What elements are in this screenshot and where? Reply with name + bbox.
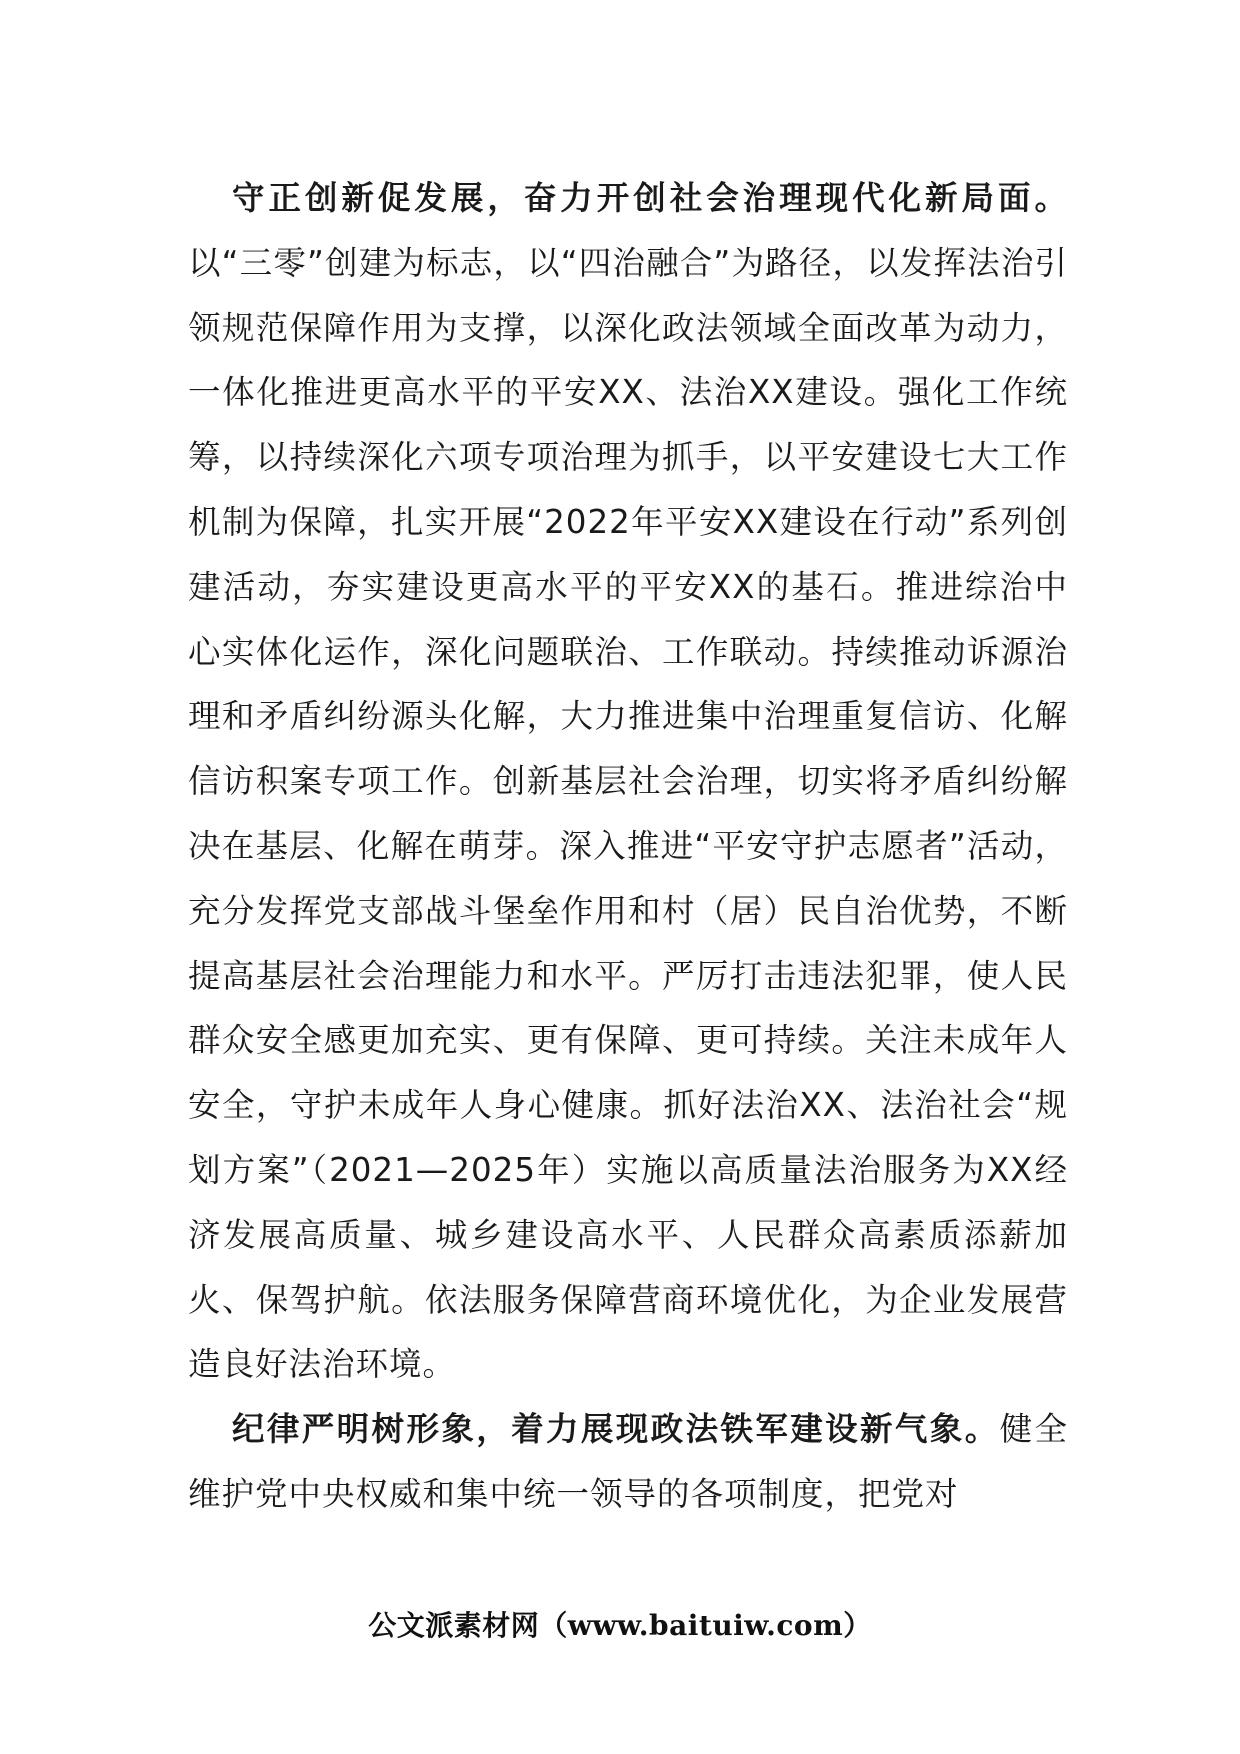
footer-watermark: 公文派素材网（www.baituiw.com） bbox=[368, 1609, 872, 1642]
paragraph-1 bbox=[188, 166, 1068, 1397]
paragraph-1-heading: 守正创新促发展，奋力开创社会治理现代化新局面。 bbox=[232, 179, 1068, 217]
document-body bbox=[188, 166, 1068, 1527]
paragraph-1-body: 以“三零”创建为标志，以“四治融合”为路径，以发挥法治引领规范保障作用为支撑，以深化政法领域全面改革为动力，一体化推进更高水平的平安XX、法治XX建设。强化工作统筹，以持续深化六项专项治理为抓手，以平安建设七大工作机制为保障，扎实开展“2022年平安XX建设在行动”系列创建活动，夯实建设更高水平的平安XX的基石。推进综治中心实体化运作，深化问题联治、工作联动。持续推动诉源治理和矛盾纠纷源头化解，大力推进集中治理重复信访、化解信访积案专项工作。创新基层社会治理，切实将矛盾纠纷解决在基层、化解在萌芽。深入推进“平安守护志愿者”活动，充分发挥党支部战斗堡垒作用和村（居）民自治优势，不断提高基层社会治理能力和水平。严厉打击违法犯罪，使人民群众安全感更加充实、更有保障、更可持续。关注未成年人安全，守护未成年人身心健康。抓好法治XX、法治社会“规划方案”（2021—2025年）实施以高质量法治服务为XX经济发展高质量、城乡建设高水平、人民群众高素质添薪加火、保驾护航。依法服务保障营商环境优化，为企业发展营造良好法治环境。 bbox=[188, 243, 1068, 1384]
paragraph-2 bbox=[188, 1397, 1068, 1527]
paragraph-2-body: 健全维护党中央权威和集中统一领导的各项制度，把党对 bbox=[188, 1410, 1068, 1513]
paragraph-2-heading: 纪律严明树形象，着力展现政法铁军建设新气象。 bbox=[232, 1410, 1000, 1449]
